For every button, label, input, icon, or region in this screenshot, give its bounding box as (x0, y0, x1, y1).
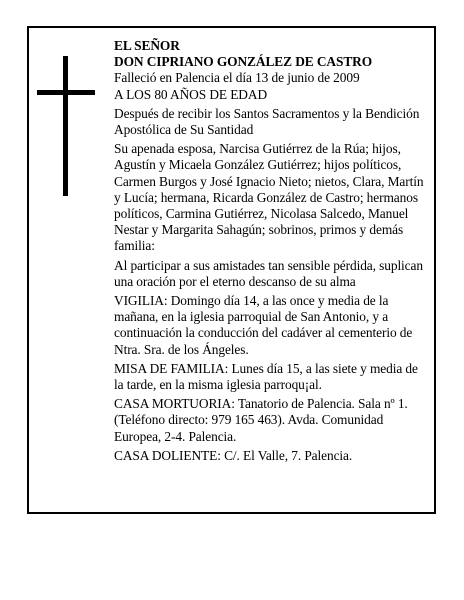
mortuary-info: CASA MORTUORIA: Tanatorio de Palencia. Sala nº 1. (Teléfono directo: 979 165 463). Avda. Comunidad Europea, 2-4. Palencia. (114, 396, 408, 444)
family-paragraph: Su apenada esposa, Narcisa Gutiérrez de la Rúa; hijos, Agustín y Micaela González Gutiérrez; hijos políticos, Carmen Burgos y José Ignacio Nieto; nietos, Clara, Martín y Lucía; hermana, Ricarda González de Castro; hermanos políticos, Carmina Gutiérrez, Nicolasa Salcedo, Manuel Nestar y Margarita Sahagún; sobrinos, primos y demás familia: (114, 141, 424, 254)
mourning-house: CASA DOLIENTE: C/. El Valle, 7. Palencia. (114, 447, 353, 463)
cross-horizontal-bar (37, 90, 95, 95)
cross-vertical-bar (63, 56, 68, 196)
notice-header: EL SEÑOR (114, 38, 180, 53)
death-details: Falleció en Palencia el día 13 de junio de 2009 (114, 70, 360, 86)
prayer-request: Al participar a sus amistades tan sensible pérdida, suplican una oración por el eterno descanso de su alma (114, 257, 423, 289)
age-line: A LOS 80 AÑOS DE EDAD (114, 86, 268, 102)
sacraments-paragraph: Después de recibir los Santos Sacramentos y la Bendición Apostólica de Su Santidad (114, 105, 420, 138)
deceased-name: DON CIPRIANO GONZÁLEZ DE CASTRO (114, 54, 373, 70)
vigil-info: VIGILIA: Domingo día 14, a las once y media de la mañana, en la iglesia parroquial de San Antonio, y a continuación la conducción del cadáver al cementerio de Ntra. Sra. de los Ángeles. (114, 293, 413, 357)
cross-icon (37, 56, 95, 196)
mass-info: MISA DE FAMILIA: Lunes día 15, a las siete y media de la tarde, en la misma iglesia parroqu¡al. (114, 360, 418, 393)
obituary-text (114, 38, 426, 467)
